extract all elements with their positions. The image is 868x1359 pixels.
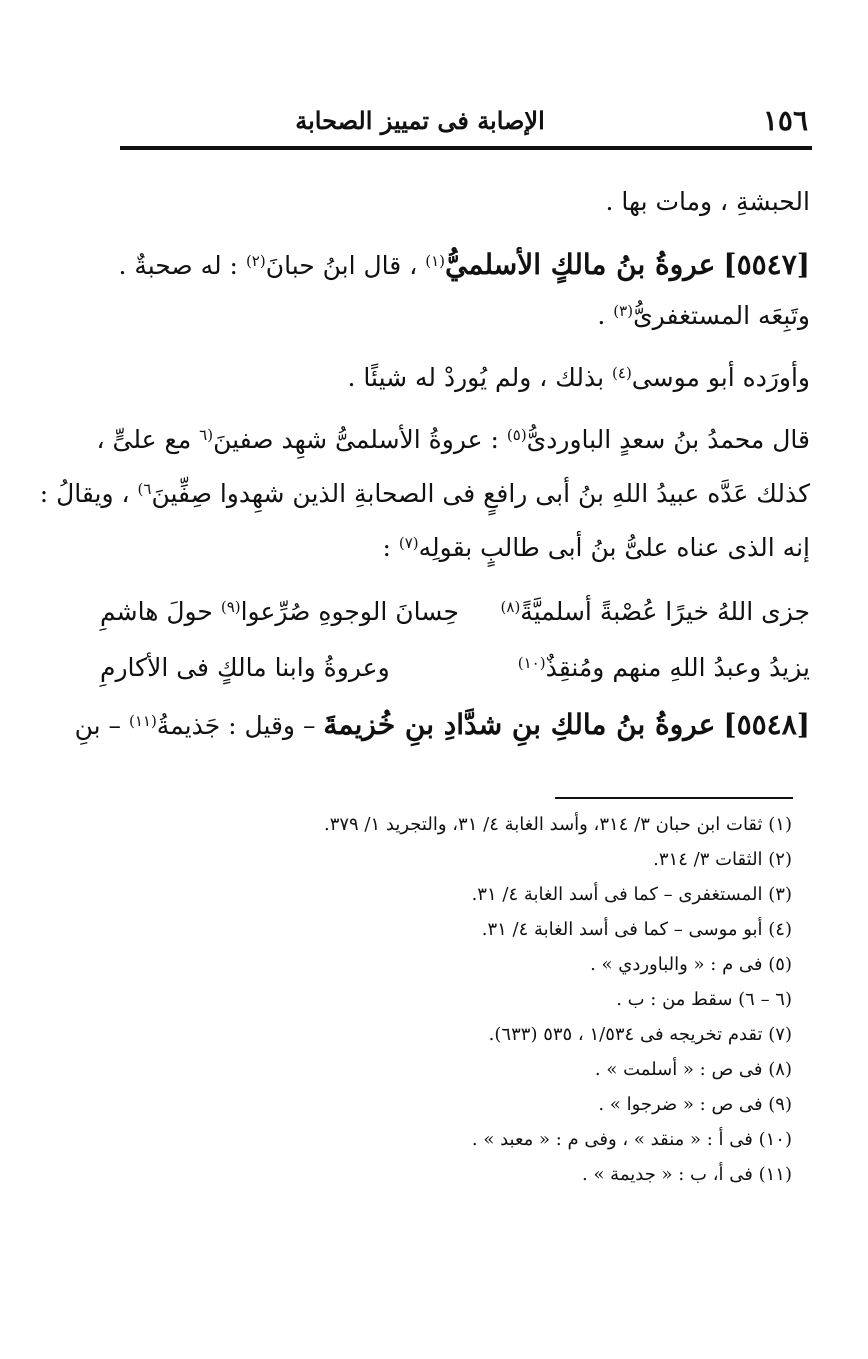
footnote-marker: (٤) (612, 364, 632, 382)
text-segment: : (382, 533, 399, 562)
footnote: (٨) فى ص : « أسلمت » . (594, 1059, 792, 1080)
text-segment: ، ويقالُ : (39, 479, 138, 508)
footnote: (٢) الثقات ٣/ ٣١٤. (653, 849, 792, 870)
footnote-marker: (٥) (506, 426, 527, 444)
footnote: (٤) أبو موسى – كما فى أسد الغابة ٤/ ٣١. (481, 919, 792, 940)
text-segment: كذلك عَدَّه عبيدُ اللهِ بنُ أبى رافعٍ فى الصحابةِ الذين شهِدوا صِفِّينَ (151, 479, 810, 508)
text-line (348, 364, 810, 392)
text-segment: – بنِ (74, 711, 129, 740)
footnote: (١) ثقات ابن حبان ٣/ ٣١٤، وأسد الغابة ٤/ ٣١، والتجريد ١/ ٣٧٩. (323, 814, 792, 835)
footnote-marker: (٩) (220, 598, 241, 616)
text-segment: حولَ هاشمِ (100, 597, 221, 626)
verse-hemistich (100, 654, 390, 682)
text-segment: وتَبِعَه المستغفرىُّ (633, 301, 810, 330)
text-line (382, 534, 810, 562)
text-segment: إنه الذى عناه علىُّ بنُ أبى طالبٍ بقولِه (418, 533, 810, 562)
poem-verse (100, 598, 810, 632)
footnote-marker: (٦ (199, 426, 214, 444)
entry-heading (75, 710, 810, 741)
footnote-marker: (١١) (128, 712, 157, 730)
page-number: ١٥٦ (762, 104, 808, 137)
footnote-marker: (٣) (613, 302, 634, 320)
footnote-marker: ٦) (137, 480, 152, 498)
text-segment: وعروةُ وابنا مالكٍ فى الأكارمِ (100, 653, 390, 682)
header-rule (120, 146, 812, 150)
footnote: (٦ – ٦) سقط من : ب . (616, 989, 792, 1010)
text-segment: يزيدُ وعبدُ اللهِ منهم ومُنقِذٌ (545, 653, 810, 682)
footnote-marker: (١٠) (517, 654, 546, 672)
verse-hemistich (501, 598, 810, 626)
footnote-marker: (٢) (245, 252, 266, 270)
footnote: (٩) فى ص : « ضرجوا » . (598, 1094, 792, 1115)
text-line (597, 302, 810, 330)
footnote-rule (555, 797, 793, 799)
text-line (40, 480, 810, 508)
footnote: (٥) فى م : « والباوردي » . (590, 954, 792, 975)
entry-number: [٥٥٤٨] (723, 708, 810, 741)
text-line (97, 426, 810, 454)
running-title: الإصابة فى تمييز الصحابة (295, 106, 545, 135)
text-segment: قال محمدُ بنُ سعدٍ الباوردىُّ (526, 425, 810, 454)
footnote: (٣) المستغفرى – كما فى أسد الغابة ٤/ ٣١. (471, 884, 792, 905)
footnote-marker: (٨) (500, 598, 521, 616)
entry-heading (118, 250, 810, 281)
footnote: (١١) فى أ، ب : « جديمة » . (582, 1164, 792, 1185)
text-segment: مع علىٍّ ، (96, 425, 200, 454)
footnote-marker: (٧) (398, 534, 419, 552)
text-segment: – وقيل : جَذيمةُ (156, 711, 324, 740)
text-segment: الحبشةِ ، ومات بها . (605, 187, 810, 216)
poem-verse (100, 654, 810, 688)
text-segment: ، قال ابنُ حبانَ (265, 251, 418, 280)
page-header (120, 98, 808, 144)
text-line (606, 188, 810, 216)
text-segment: وأورَده أبو موسى (631, 363, 810, 392)
entry-name: عروةُ بنُ مالكِ بنِ شدَّادِ بنِ خُزيمةَ (323, 708, 716, 741)
text-segment: . (597, 301, 614, 330)
entry-number: [٥٥٤٧] (723, 248, 810, 281)
footnote: (١٠) فى أ : « منقد » ، وفى م : « معبد » . (471, 1129, 792, 1150)
text-segment: جزى اللهُ خيرًا عُصْبةً أسلميَّةً (520, 597, 810, 626)
footnote: (٧) تقدم تخريجه فى ١/٥٣٤ ، ٥٣٥ (٦٣٣). (488, 1024, 792, 1045)
verse-hemistich (518, 654, 810, 682)
entry-name: عروةُ بنُ مالكٍ الأسلميُّ (445, 248, 716, 281)
text-segment: : له صحبةٌ . (118, 251, 238, 280)
text-segment: : عروةُ الأسلمىُّ شهِد صفينَ (213, 425, 507, 454)
text-segment: بذلك ، ولم يُوردْ له شيئًا . (347, 363, 613, 392)
verse-hemistich (100, 598, 459, 626)
text-segment: حِسانَ الوجوهِ صُرِّعوا (240, 597, 459, 626)
footnote-marker: (١) (425, 252, 446, 270)
